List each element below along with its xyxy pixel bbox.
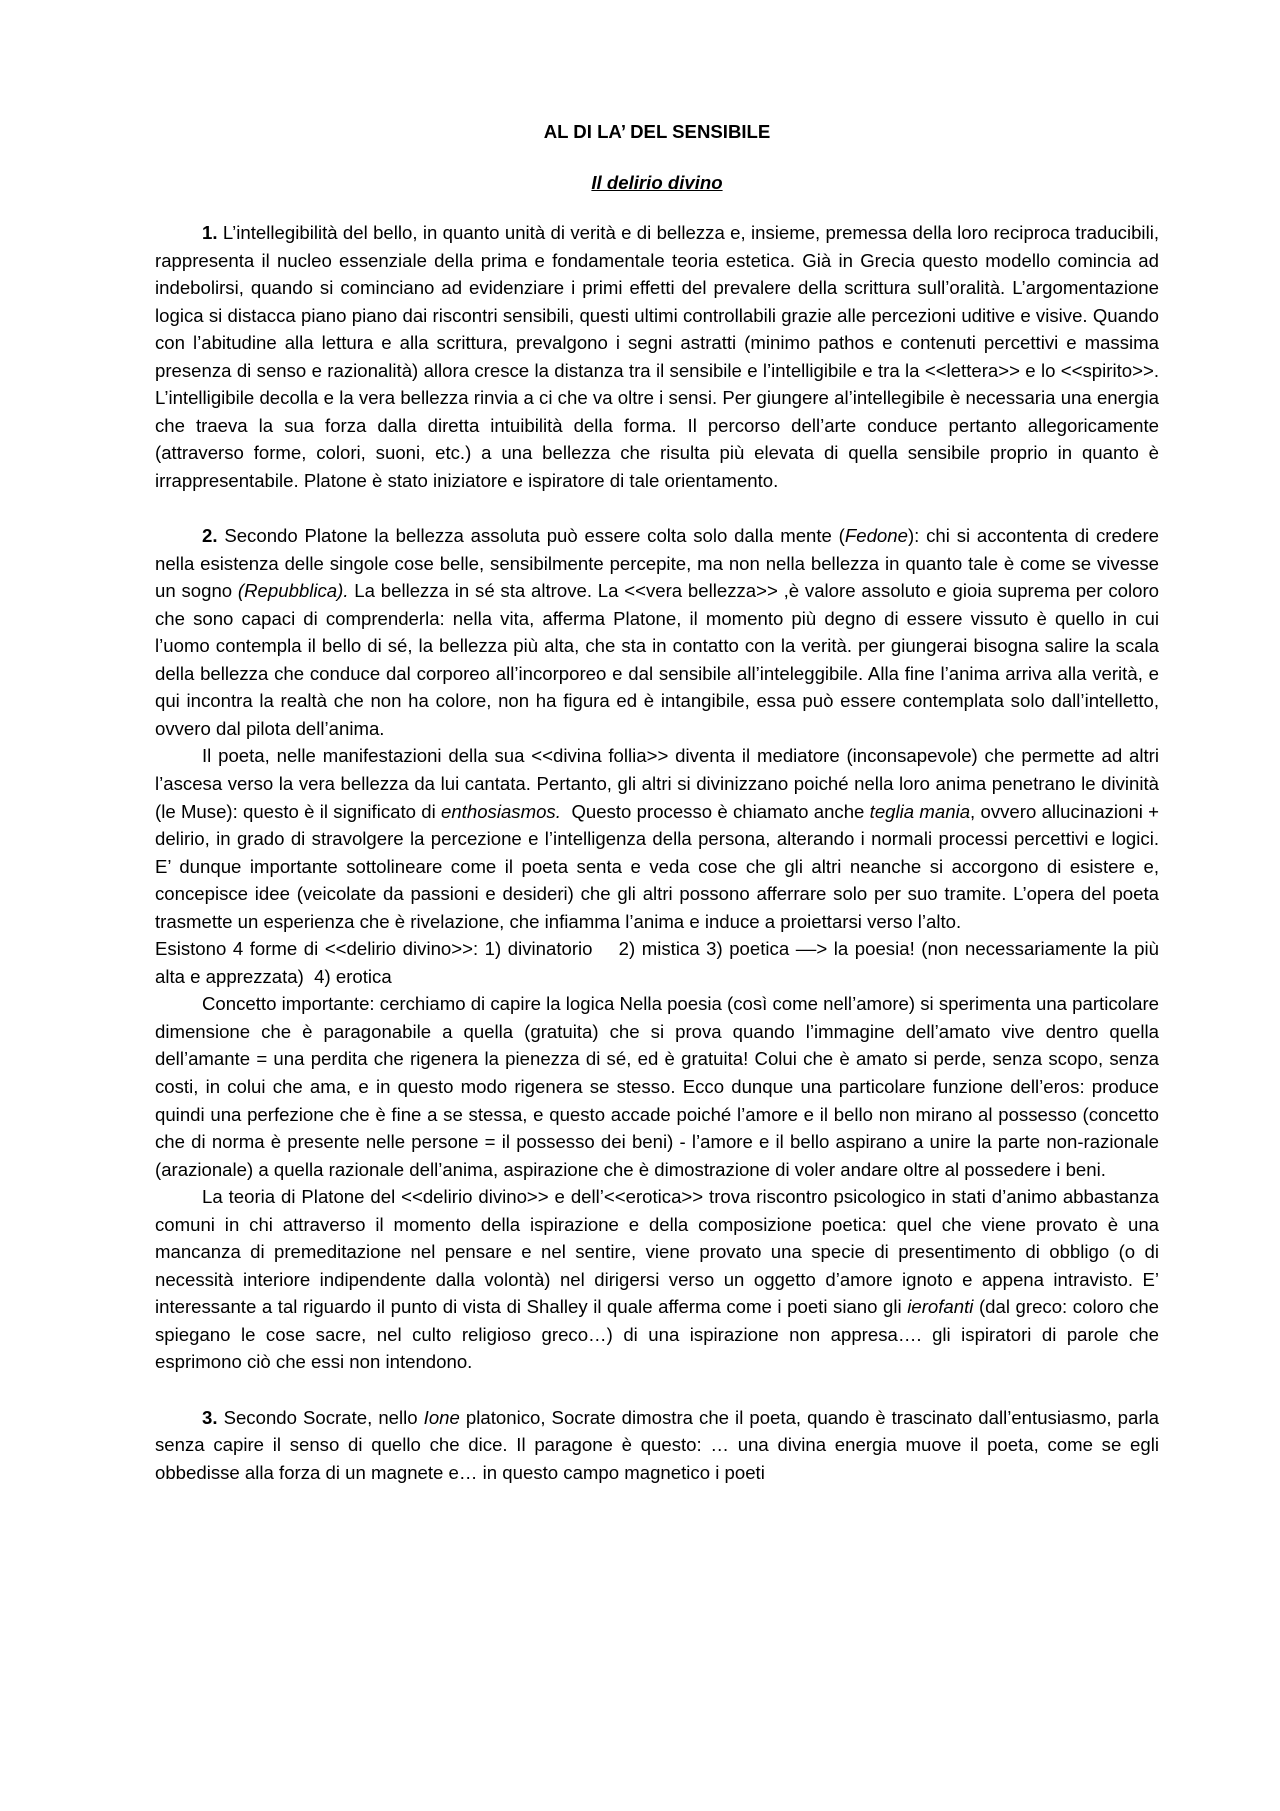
paragraph-poeta <box>155 742 1159 935</box>
forme-delirio-text: Esistono 4 forme di <<delirio divino>>: 1) divinatorio 2) mistica 3) poetica ––> la poesia! (non necessariamente la più alta e apprezzata) 4) erotica <box>155 938 1165 987</box>
poeta-text-b: Questo processo è chiamato anche <box>560 800 870 822</box>
document-page <box>155 118 1165 1486</box>
poeta-teglia-mania: teglia mania <box>869 800 971 822</box>
section-number-1: 1. <box>202 222 218 244</box>
document-subtitle: Il delirio divino <box>591 171 723 193</box>
paragraph-section-2 <box>155 522 1159 742</box>
section-2-text-a: Secondo Platone la bellezza assoluta può essere colta solo dalla mente ( <box>217 525 845 547</box>
poeta-text-c: , ovvero allucinazioni + delirio, in grado di stravolgere la percezione e l’intelligenza della persona, alterando i normali processi percettivi e logici. E’ dunque importante sottolineare come il poeta senta e veda cose che gli altri neanche si accorgono di esistere e, concepisce idee (veicolate da passioni e desideri) che gli altri possono afferrare solo per suo tramite. L’opera del poeta trasmette un esperienza che è rivelazione, che infiamma l’anima e induce a proiettarsi verso l’alto. <box>155 800 1159 932</box>
teoria-ierofanti: ierofanti <box>907 1296 974 1318</box>
section-3-ione: Ione <box>423 1406 460 1428</box>
paragraph-teoria-platone <box>155 1183 1159 1376</box>
poeta-text-a: Il poeta, nelle manifestazioni della sua <<divina follia>> diventa il mediatore (inconsapevole) che permette ad altri l’ascesa verso la vera bellezza da lui cantata. Pertanto, gli altri si divinizzano poiché nella loro anima penetrano le divinità (le Muse): questo è il significato di <box>155 745 1159 822</box>
poeta-enthosiasmos: enthosiasmos. <box>441 800 561 822</box>
section-3-text-a: Secondo Socrate, nello <box>217 1406 424 1428</box>
paragraph-section-1 <box>155 219 1159 494</box>
section-2-repubblica: (Repubblica). <box>237 580 349 602</box>
concetto-text: Concetto importante: cerchiamo di capire la logica Nella poesia (così come nell’amore) si sperimenta una particolare dimensione che è paragonabile a quella (gratuita) che si prova quando l’immagine dell’amato vive dentro quella dell’amante = una perdita che rigenera la pienezza di sé, ed è gratuita! Colui che è amato si perde, senza scopo, senza costi, in colui che ama, e in questo modo rigenera se stesso. Ecco dunque una particolare funzione dell’eros: produce quindi una perfezione che è fine a se stessa, e questo accade poiché l’amore e il bello non mirano al possesso (concetto che di norma è presente nelle persone = il possesso dei beni) - l’amore e il bello aspirano a unire la parte non-razionale (arazionale) a quella razionale dell’anima, aspirazione che è dimostrazione di voler andare oltre al possedere i beni. <box>155 993 1159 1180</box>
section-number-3: 3. <box>202 1406 218 1428</box>
paragraph-forme-delirio <box>155 935 1165 990</box>
section-3-text-b: platonico, Socrate dimostra che il poeta, quando è trascinato dall’entusiasmo, parla senza capire il senso di quello che dice. Il paragone è questo: … una divina energia muove il poeta, come se egli obbedisse alla forza di un magnete e… in questo campo magnetico i poeti <box>155 1406 1159 1483</box>
section-1-text: L’intellegibilità del bello, in quanto unità di verità e di bellezza e, insieme, premessa della loro reciproca traducibili, rappresenta il nucleo essenziale della prima e fondamentale teoria estetica. Già in Grecia questo modello comincia ad indebolirsi, quando si cominciano ad evidenziare i primi effetti del prevalere della scrittura sull’oralità. L’argomentazione logica si distacca piano piano dai riscontri sensibili, questi ultimi controllabili grazie alle percezioni uditive e visive. Quando con l’abitudine alla lettura e alla scrittura, prevalgono i segni astratti (minimo pathos e contenuti percettivi e massima presenza di senso e razionalità) allora cresce la distanza tra il sensibile e l’intelligibile e tra la <<lettera>> e lo <<spirito>>. L’intelligibile decolla e la vera bellezza rinvia a ci che va oltre i sensi. Per giungere al’intellegibile è necessaria una energia che traeva la sua forza dalla diretta intuibilità della forma. Il percorso dell’arte conduce pertanto allegoricamente (attraverso forme, colori, suoni, etc.) a una bellezza che risulta più elevata di quella sensibile proprio in quanto è irrappresentabile. Platone è stato iniziatore e ispiratore di tale orientamento. <box>155 222 1159 492</box>
section-2-fedone: Fedone <box>844 525 908 547</box>
paragraph-section-3 <box>155 1404 1159 1487</box>
section-2-text-b: ): chi si accontenta di credere nella esistenza delle singole cose belle, sensibilmente percepite, ma non nella bellezza in quanto tale è come se vivesse un sogno <box>155 525 1160 602</box>
section-number-2: 2. <box>202 525 218 547</box>
paragraph-concetto-importante <box>155 990 1159 1183</box>
document-title: AL DI LA’ DEL SENSIBILE <box>543 121 771 142</box>
section-2-text-c: La bellezza in sé sta altrove. La <<vera bellezza>> ,è valore assoluto e gioia suprema per coloro che sono capaci di comprenderla: nella vita, afferma Platone, il momento più degno di essere vissuto è quello in cui l’uomo contempla il bello di sé, la bellezza più alta, che sta in contatto con la verità. per giungerai bisogna salire la scala della bellezza che conduce dal corporeo all’incorporeo e dal sensibile all’inteleggibile. Alla fine l’anima arriva alla verità, e qui incontra la realtà che non ha colore, non ha figura ed è intangibile, essa può essere contemplata solo dall’intelletto, ovvero dal pilota dell’anima. <box>155 580 1159 739</box>
teoria-text-b: (dal greco: coloro che spiegano le cose sacre, nel culto religioso greco…) di una ispirazione non appresa…. gli ispiratori di parole che esprimono ciò che essi non intendono. <box>155 1296 1159 1373</box>
teoria-text-a: La teoria di Platone del <<delirio divino>> e dell’<<erotica>> trova riscontro psicologico in stati d’animo abbastanza comuni in chi attraverso il momento della ispirazione e della composizione poetica: quel che viene provato è una mancanza di premeditazione nel pensare e nel sentire, viene provato una specie di presentimento di obbligo (o di necessità interiore indipendente dalla volontà) nel dirigersi verso un oggetto d’amore ignoto e appena intravisto. E’ interessante a tal riguardo il punto di vista di Shalley il quale afferma come i poeti siano gli <box>155 1186 1159 1318</box>
